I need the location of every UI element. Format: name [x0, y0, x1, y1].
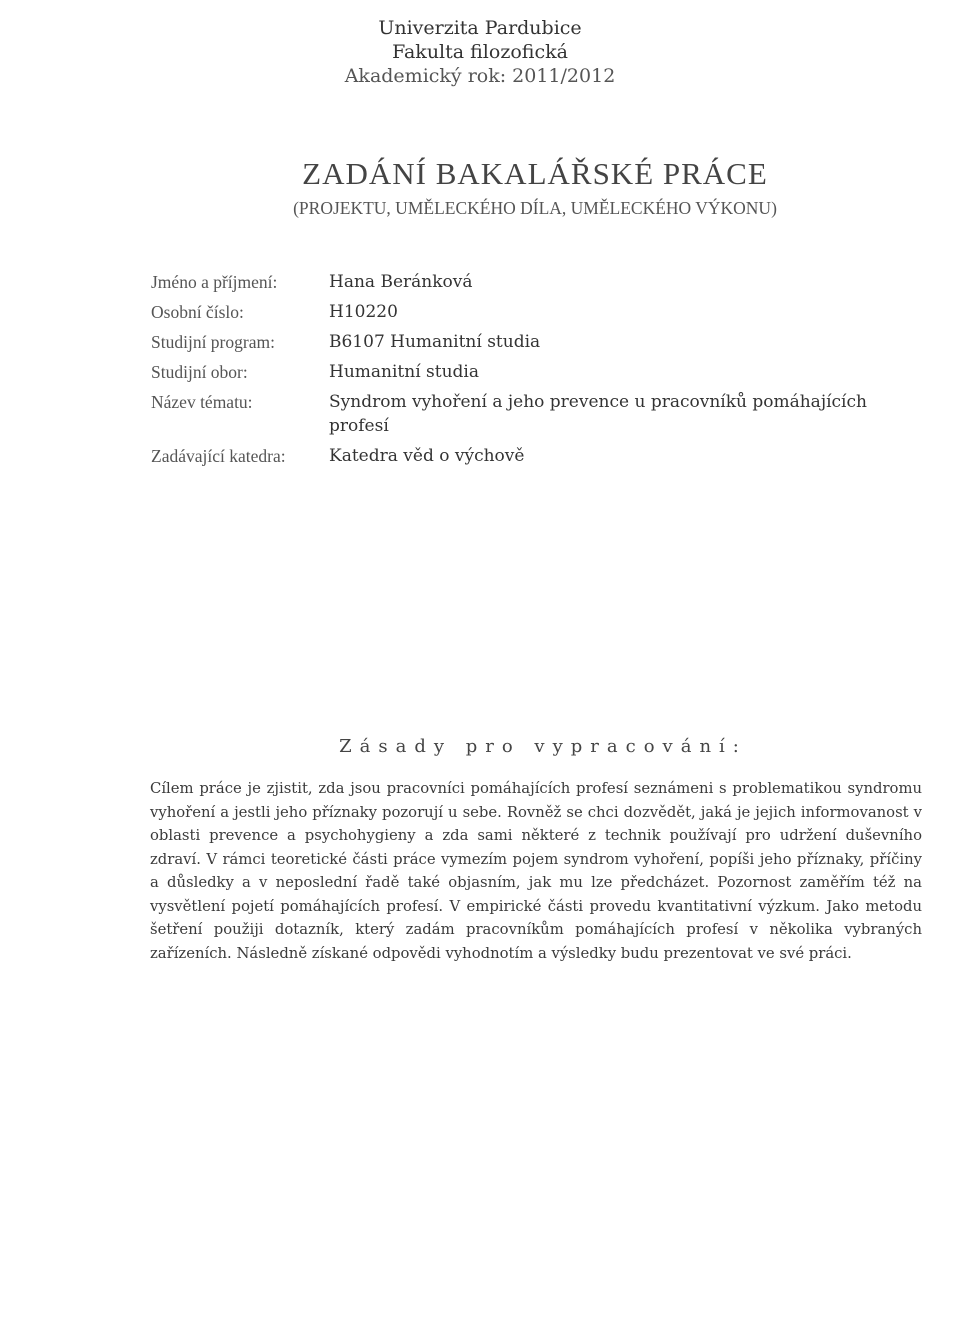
- guidelines-heading: Zásady pro vypracování:: [339, 736, 747, 757]
- document-subtitle: (PROJEKTU, UMĚLECKÉHO DÍLA, UMĚLECKÉHO VÝKONU): [293, 198, 777, 218]
- program-value: B6107 Humanitní studia: [329, 332, 541, 352]
- field-value: Humanitní studia: [329, 362, 479, 382]
- program-label: Studijní program:: [151, 332, 275, 352]
- guidelines-text: Cílem práce je zjistit, zda jsou pracovníci pomáhajících profesí seznámeni s problematikou syndromu vyhoření a jestli jeho příznaky pozorují u sebe. Rovněž se chci dozvědět, jaká je jejich informovanost v oblasti prevence a psychohygieny a zda sami některé z technik používají pro udržení duševního zdraví. V rámci teoretické části práce vymezím pojem syndrom vyhoření, popíši jeho příznaky, příčiny a důsledky a v neposlední řadě také objasním, jak mu lze předcházet. Pozornost zaměřím též na vysvětlení pojetí pomáhajících profesí. V empirické části provedu kvantitativní výzkum. Jako metodu šetření použiji dotazník, který zadám pracovníkům pomáhajících profesí v několika vybraných zařízeních. Následně získané odpovědi vyhodnotím a výsledky budu prezentovat ve své práci.: [150, 780, 922, 962]
- info-row-topic: [151, 390, 931, 438]
- info-row-name: [151, 270, 931, 294]
- name-value: Hana Beránková: [329, 272, 473, 292]
- document-header: [0, 16, 960, 88]
- document-title: ZADÁNÍ BAKALÁŘSKÉ PRÁCE: [302, 156, 768, 191]
- faculty-name: Fakulta filozofická: [392, 41, 568, 63]
- title-block: [0, 154, 960, 220]
- info-row-department: [151, 444, 931, 468]
- id-label: Osobní číslo:: [151, 302, 244, 322]
- info-row-id: [151, 300, 931, 324]
- topic-label: Název tématu:: [151, 392, 253, 412]
- department-value: Katedra věd o výchově: [329, 446, 525, 466]
- name-label: Jméno a příjmení:: [151, 272, 278, 292]
- student-info: [151, 270, 931, 474]
- info-row-program: [151, 330, 931, 354]
- department-label: Zadávající katedra:: [151, 446, 286, 466]
- academic-year: Akademický rok: 2011/2012: [344, 65, 616, 87]
- university-name: Univerzita Pardubice: [378, 17, 582, 39]
- info-row-field: [151, 360, 931, 384]
- id-value: H10220: [329, 302, 398, 322]
- topic-value: Syndrom vyhoření a jeho prevence u pracovníků pomáhajících profesí: [329, 392, 867, 436]
- field-label: Studijní obor:: [151, 362, 248, 382]
